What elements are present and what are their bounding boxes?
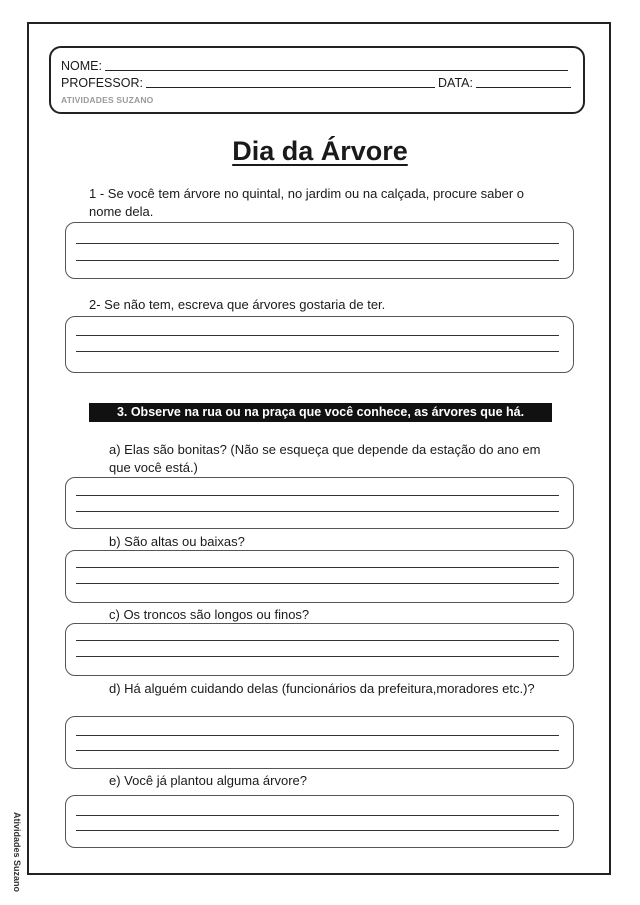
question-3c: c) Os troncos são longos ou finos? bbox=[109, 607, 310, 622]
answer-line bbox=[76, 583, 559, 584]
answer-box-3c[interactable] bbox=[65, 623, 574, 676]
question-2: 2- Se não tem, escreva que árvores gostaria de ter. bbox=[89, 297, 386, 312]
professor-row bbox=[61, 76, 571, 90]
answer-line bbox=[76, 260, 559, 261]
data-field[interactable] bbox=[476, 86, 571, 88]
answer-line bbox=[76, 335, 559, 336]
page-title: Dia da Árvore bbox=[232, 136, 408, 166]
professor-label: PROFESSOR: bbox=[61, 76, 143, 90]
question-3e: e) Você já plantou alguma árvore? bbox=[109, 773, 308, 788]
answer-line bbox=[76, 656, 559, 657]
data-label: DATA: bbox=[438, 76, 473, 90]
answer-box-3a[interactable] bbox=[65, 477, 574, 529]
side-watermark: Atividades Suzano bbox=[12, 812, 22, 893]
answer-line bbox=[76, 815, 559, 816]
answer-box-3e[interactable] bbox=[65, 795, 574, 848]
answer-line bbox=[76, 567, 559, 568]
question-3d: d) Há alguém cuidando delas (funcionários da prefeitura,moradores etc.)? bbox=[109, 681, 535, 696]
professor-field[interactable] bbox=[146, 86, 435, 88]
answer-line bbox=[76, 243, 559, 244]
answer-box-3b[interactable] bbox=[65, 550, 574, 603]
answer-box-2[interactable] bbox=[65, 316, 574, 373]
nome-field[interactable] bbox=[105, 69, 568, 71]
question-3-banner: 3. Observe na rua ou na praça que você conhece, as árvores que há. bbox=[89, 403, 552, 422]
student-info-box bbox=[49, 46, 585, 114]
answer-line bbox=[76, 351, 559, 352]
question-3b: b) São altas ou baixas? bbox=[109, 534, 245, 549]
question-1: 1 - Se você tem árvore no quintal, no jardim ou na calçada, procure saber o nome dela. bbox=[89, 186, 525, 219]
answer-box-1[interactable] bbox=[65, 222, 574, 279]
nome-row bbox=[61, 59, 571, 73]
answer-line bbox=[76, 750, 559, 751]
answer-line bbox=[76, 511, 559, 512]
question-3a: a) Elas são bonitas? (Não se esqueça que depende da estação do ano em que você está.) bbox=[109, 442, 541, 475]
nome-label: NOME: bbox=[61, 59, 102, 73]
answer-box-3d[interactable] bbox=[65, 716, 574, 769]
answer-line bbox=[76, 830, 559, 831]
answer-line bbox=[76, 640, 559, 641]
header-watermark: ATIVIDADES SUZANO bbox=[61, 95, 154, 105]
answer-line bbox=[76, 495, 559, 496]
answer-line bbox=[76, 735, 559, 736]
